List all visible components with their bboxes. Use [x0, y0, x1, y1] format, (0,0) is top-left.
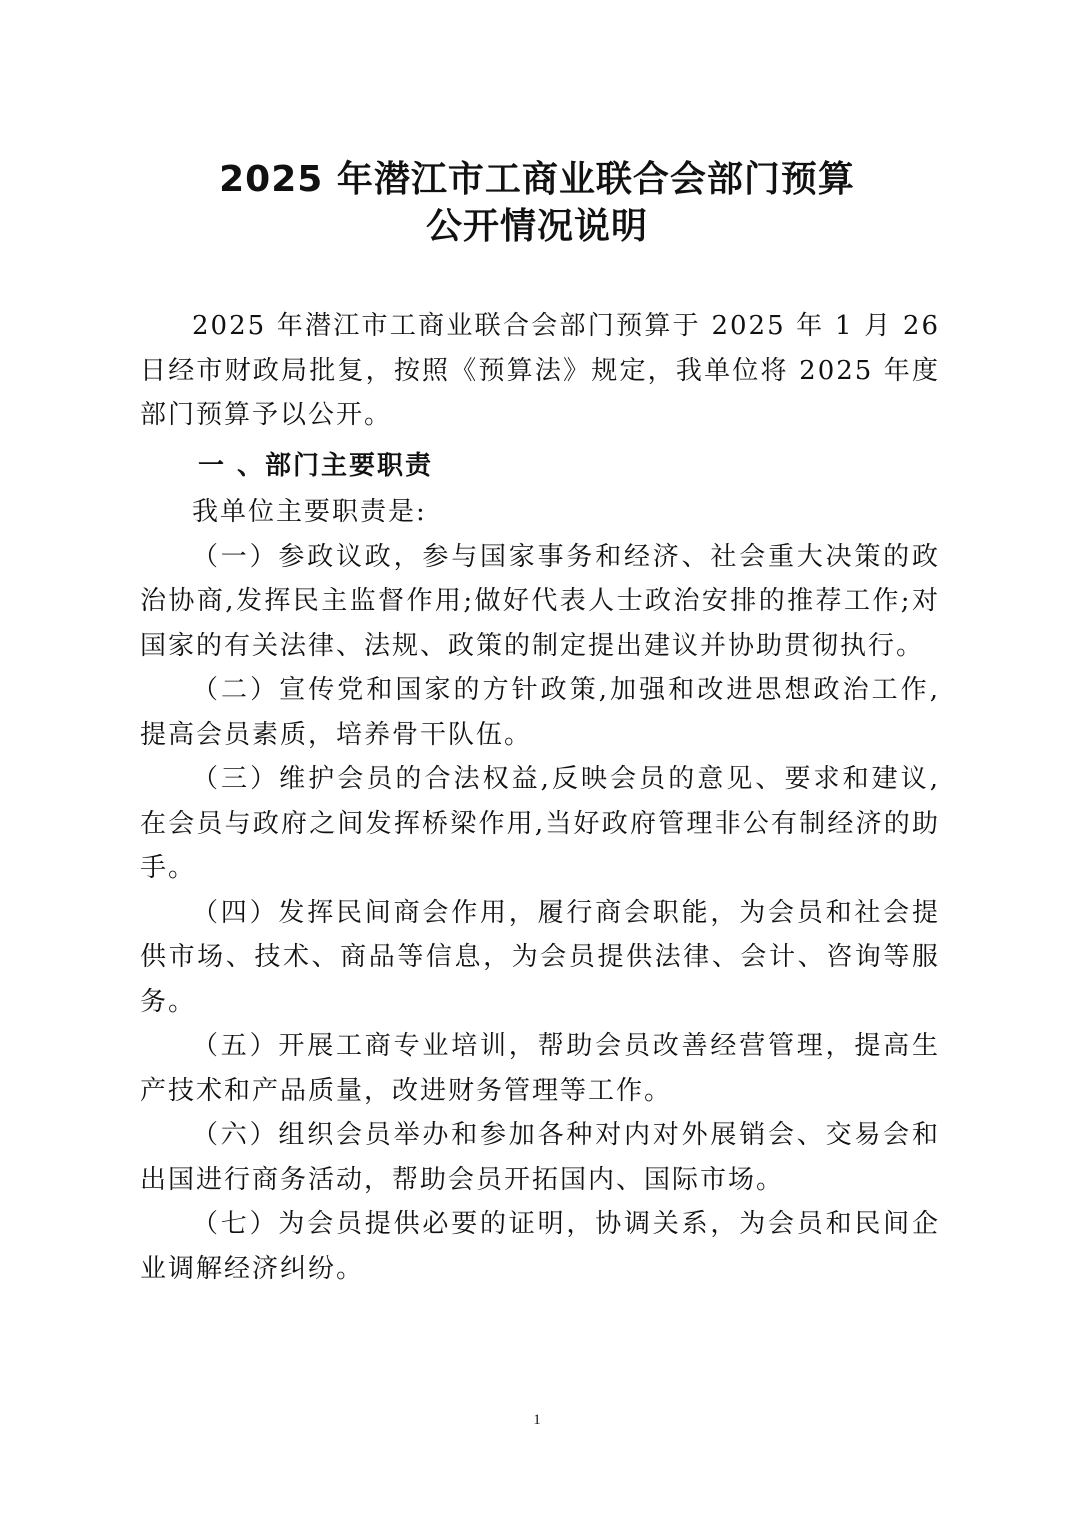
duty-paragraph-4: （四）发挥民间商会作用，履行商会职能，为会员和社会提供市场、技术、商品等信息，为会员提供法律、会计、咨询等服务。 [140, 897, 940, 1017]
document-body [140, 304, 940, 1291]
duty-paragraph-2: （二）宣传党和国家的方针政策,加强和改进思想政治工作,提高会员素质，培养骨干队伍。 [140, 675, 940, 750]
page-number: 1 [533, 1412, 541, 1428]
duties-lead-paragraph: 我单位主要职责是: [192, 497, 427, 527]
intro-paragraph: 2025 年潜江市工商业联合会部门预算于 2025 年 1 月 26 日经市财政局批复，按照《预算法》规定，我单位将 2025 年度部门预算予以公开。 [140, 311, 940, 430]
duty-paragraph-7: （七）为会员提供必要的证明，协调关系，为会员和民间企业调解经济纠纷。 [140, 1209, 940, 1284]
document-title-line-1: 2025 年潜江市工商业联合会部门预算 [219, 159, 855, 200]
duty-paragraph-6: （六）组织会员举办和参加各种对内对外展销会、交易会和出国进行商务活动，帮助会员开拓国内、国际市场。 [140, 1120, 940, 1195]
duty-paragraph-3: （三）维护会员的合法权益,反映会员的意见、要求和建议,在会员与政府之间发挥桥梁作用,当好政府管理非公有制经济的助手。 [140, 764, 940, 883]
document-title-line-2: 公开情况说明 [425, 206, 648, 247]
duty-paragraph-5: （五）开展工商专业培训，帮助会员改善经营管理，提高生产技术和产品质量，改进财务管理等工作。 [140, 1031, 940, 1106]
duty-paragraph-1: （一）参政议政，参与国家事务和经济、社会重大决策的政治协商,发挥民主监督作用;做好代表人士政治安排的推荐工作;对国家的有关法律、法规、政策的制定提出建议并协助贯彻执行。 [140, 541, 940, 661]
section-heading-duties: 一 、部门主要职责 [198, 450, 434, 481]
